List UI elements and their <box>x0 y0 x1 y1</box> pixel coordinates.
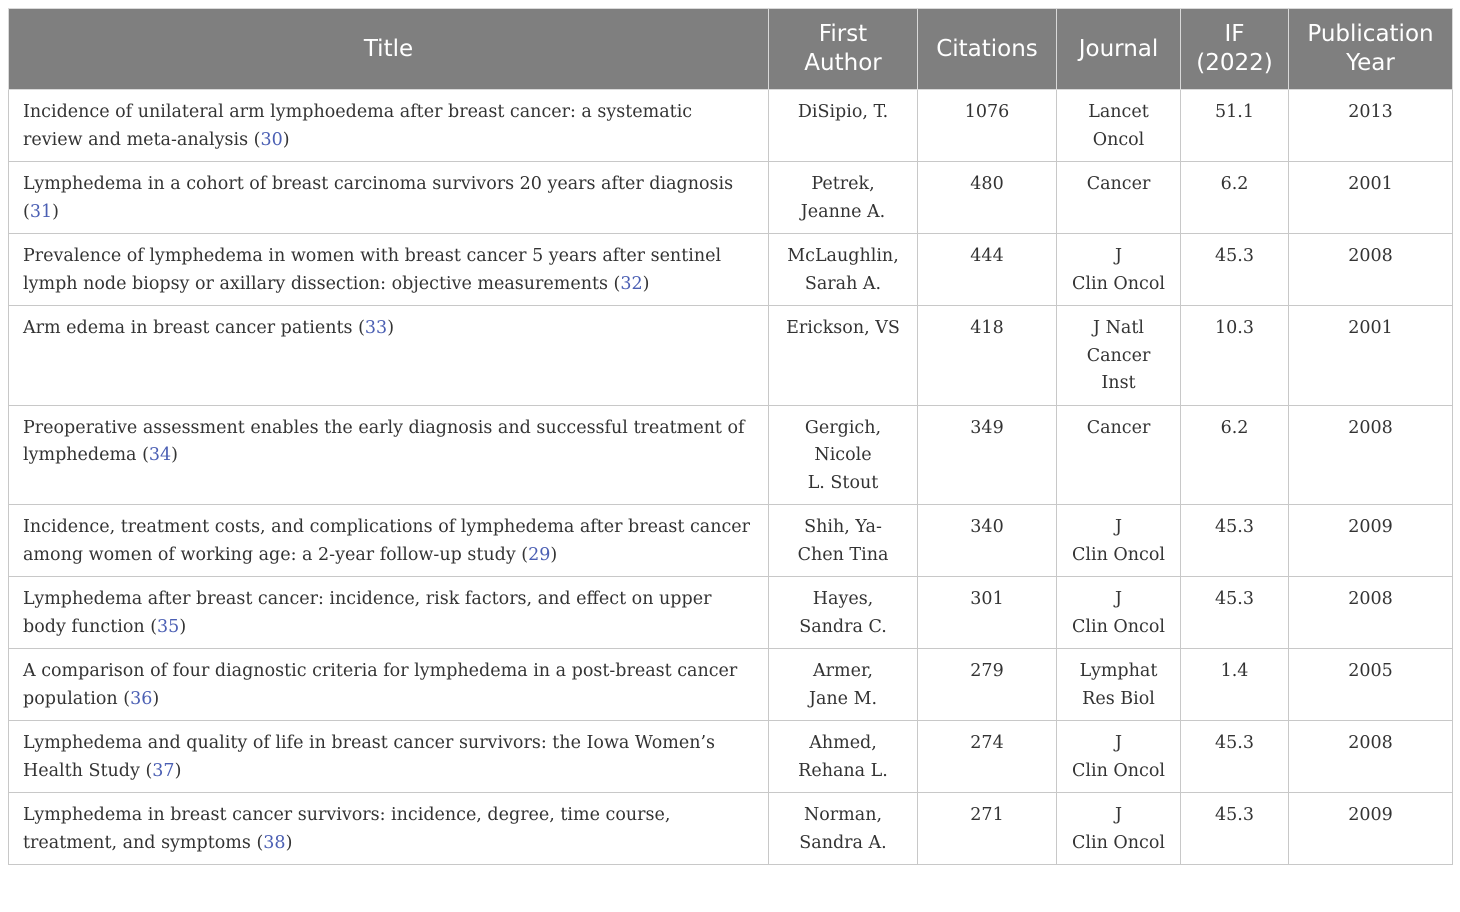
title-cell: Arm edema in breast cancer patients (33) <box>9 306 769 406</box>
author-cell <box>769 405 918 505</box>
impact-factor-cell: 45.3 <box>1181 577 1289 649</box>
table-row <box>9 721 1453 793</box>
journal-line: J <box>1114 246 1122 266</box>
journal-line: Oncol <box>1092 129 1145 150</box>
journal-cell <box>1057 649 1181 721</box>
author-line: Sandra C. <box>799 616 887 637</box>
reference-link[interactable]: 31 <box>29 201 53 222</box>
header-row <box>9 9 1453 90</box>
header-publication-year-line: Publication <box>1307 21 1434 47</box>
reference-link[interactable]: 32 <box>620 273 643 294</box>
reference-link[interactable]: 29 <box>528 544 551 565</box>
author-cell <box>769 577 918 649</box>
citations-cell: 279 <box>918 649 1057 721</box>
journal-line: Lancet <box>1088 102 1149 122</box>
header-impact-factor-line: IF <box>1224 21 1245 47</box>
author-cell <box>769 793 918 865</box>
author-line: Armer, <box>813 661 873 681</box>
table-header <box>9 9 1453 90</box>
journal-line: Clin Oncol <box>1072 616 1165 637</box>
title-cell: Lymphedema in a cohort of breast carcinoma survivors 20 years after diagnosis (31) <box>9 162 769 234</box>
author-cell <box>769 721 918 793</box>
header-first-author-line: Author <box>804 50 882 76</box>
article-title: Arm edema in breast cancer patients <box>23 318 353 338</box>
reference-link[interactable]: 38 <box>263 832 286 853</box>
title-cell: Incidence, treatment costs, and complications of lymphedema after breast cancer among women of working age: a 2-year follow-up study (29) <box>9 505 769 577</box>
impact-factor-cell: 45.3 <box>1181 234 1289 306</box>
citations-cell: 444 <box>918 234 1057 306</box>
citations-cell: 418 <box>918 306 1057 406</box>
title-cell: Lymphedema and quality of life in breast cancer survivors: the Iowa Women’s Health Study (37) <box>9 721 769 793</box>
header-first-author-line: First <box>818 21 868 47</box>
journal-line: J <box>1114 733 1122 753</box>
citations-cell: 340 <box>918 505 1057 577</box>
reference-link[interactable]: 35 <box>157 616 180 637</box>
journal-line: Cancer <box>1086 417 1151 438</box>
impact-factor-cell: 6.2 <box>1181 405 1289 505</box>
article-title: Prevalence of lymphedema in women with breast cancer 5 years after sentinel lymph node biopsy or axillary dissection: objective measurements <box>23 246 722 294</box>
journal-line: Clin Oncol <box>1072 832 1165 853</box>
year-cell: 2009 <box>1289 793 1453 865</box>
table-row <box>9 793 1453 865</box>
citations-cell: 301 <box>918 577 1057 649</box>
author-line: Shih, Ya- <box>804 517 882 537</box>
article-title: Lymphedema in a cohort of breast carcinoma survivors 20 years after diagnosis <box>23 174 734 194</box>
impact-factor-cell: 10.3 <box>1181 306 1289 406</box>
title-cell: Incidence of unilateral arm lymphoedema after breast cancer: a systematic review and meta-analysis (30) <box>9 90 769 162</box>
title-cell: Lymphedema after breast cancer: incidence, risk factors, and effect on upper body function (35) <box>9 577 769 649</box>
author-line: Jane M. <box>808 688 878 709</box>
year-cell: 2009 <box>1289 505 1453 577</box>
author-cell <box>769 162 918 234</box>
journal-line: Cancer <box>1086 174 1151 194</box>
journal-cell <box>1057 306 1181 406</box>
table-row <box>9 234 1453 306</box>
reference-link[interactable]: 34 <box>148 445 172 465</box>
author-line: Norman, <box>803 805 883 825</box>
journal-line: Clin Oncol <box>1072 544 1165 565</box>
year-cell: 2001 <box>1289 306 1453 406</box>
year-cell: 2008 <box>1289 721 1453 793</box>
header-publication-year <box>1289 9 1453 90</box>
journal-line: Cancer <box>1086 345 1151 366</box>
journal-cell <box>1057 721 1181 793</box>
publications-table <box>8 8 1453 865</box>
author-line: Hayes, <box>812 589 874 609</box>
table-row <box>9 162 1453 234</box>
header-title <box>9 9 769 90</box>
table-row <box>9 306 1453 406</box>
header-first-author <box>769 9 918 90</box>
citations-cell: 271 <box>918 793 1057 865</box>
journal-line: Clin Oncol <box>1072 760 1165 781</box>
header-title-label: Title <box>363 35 414 62</box>
impact-factor-cell: 6.2 <box>1181 162 1289 234</box>
table-row <box>9 505 1453 577</box>
author-line: Ahmed, <box>809 733 877 753</box>
journal-cell <box>1057 90 1181 162</box>
title-cell: Preoperative assessment enables the early diagnosis and successful treatment of lymphedema (34) <box>9 405 769 505</box>
author-line: Sarah A. <box>804 273 882 294</box>
citations-cell: 274 <box>918 721 1057 793</box>
table-body <box>9 90 1453 865</box>
impact-factor-cell: 45.3 <box>1181 721 1289 793</box>
journal-line: J Natl <box>1093 318 1144 338</box>
journal-cell <box>1057 234 1181 306</box>
journal-cell <box>1057 793 1181 865</box>
impact-factor-cell: 51.1 <box>1181 90 1289 162</box>
journal-line: Clin Oncol <box>1072 273 1165 294</box>
article-title: Lymphedema in breast cancer survivors: incidence, degree, time course, treatment, and symptoms <box>23 805 671 853</box>
author-line: Jeanne A. <box>800 201 886 222</box>
author-line: Chen Tina <box>797 544 889 565</box>
article-title: Incidence, treatment costs, and complications of lymphedema after breast cancer among women of working age: a 2-year follow-up study <box>23 517 751 565</box>
header-journal <box>1057 9 1181 90</box>
author-line: McLaughlin, <box>787 246 899 266</box>
table-row <box>9 577 1453 649</box>
year-cell: 2008 <box>1289 577 1453 649</box>
header-impact-factor-line: (2022) <box>1196 50 1273 76</box>
journal-cell <box>1057 505 1181 577</box>
article-title: Lymphedema and quality of life in breast cancer survivors: the Iowa Women’s Health Study <box>23 733 716 781</box>
citations-cell: 349 <box>918 405 1057 505</box>
reference-link[interactable]: 36 <box>130 688 153 709</box>
author-line: Rehana L. <box>798 760 888 781</box>
journal-cell <box>1057 405 1181 505</box>
author-line: Sandra A. <box>799 832 887 853</box>
journal-cell <box>1057 577 1181 649</box>
reference-link[interactable]: 33 <box>364 318 388 338</box>
journal-line: J <box>1114 589 1122 609</box>
citations-cell: 480 <box>918 162 1057 234</box>
header-journal-label: Journal <box>1078 35 1159 62</box>
author-line: Erickson, VS <box>786 318 900 338</box>
impact-factor-cell: 45.3 <box>1181 505 1289 577</box>
header-impact-factor <box>1181 9 1289 90</box>
article-title: A comparison of four diagnostic criteria for lymphedema in a post-breast cancer population <box>23 661 738 709</box>
table-row <box>9 649 1453 721</box>
journal-line: Res Biol <box>1082 688 1155 709</box>
citations-cell: 1076 <box>918 90 1057 162</box>
year-cell: 2001 <box>1289 162 1453 234</box>
author-cell <box>769 306 918 406</box>
year-cell: 2005 <box>1289 649 1453 721</box>
author-line: L. Stout <box>807 472 879 493</box>
author-cell <box>769 649 918 721</box>
impact-factor-cell: 1.4 <box>1181 649 1289 721</box>
title-cell: Lymphedema in breast cancer survivors: incidence, degree, time course, treatment, and symptoms (38) <box>9 793 769 865</box>
author-line: Nicole <box>814 445 872 465</box>
title-cell: Prevalence of lymphedema in women with breast cancer 5 years after sentinel lymph node biopsy or axillary dissection: objective measurements (32) <box>9 234 769 306</box>
journal-line: Lymphat <box>1079 661 1158 681</box>
journal-line: J <box>1114 805 1122 825</box>
article-title: Lymphedema after breast cancer: incidence, risk factors, and effect on upper body function <box>23 589 712 637</box>
header-publication-year-line: Year <box>1346 50 1395 76</box>
author-line: DiSipio, T. <box>797 102 889 122</box>
journal-line: Inst <box>1101 373 1136 393</box>
author-cell <box>769 90 918 162</box>
reference-link[interactable]: 30 <box>260 129 283 150</box>
author-cell <box>769 505 918 577</box>
table-row <box>9 405 1453 505</box>
journal-cell <box>1057 162 1181 234</box>
journal-line: J <box>1114 517 1122 537</box>
header-citations-label: Citations <box>936 35 1038 62</box>
table-row <box>9 90 1453 162</box>
reference-link[interactable]: 37 <box>152 760 175 781</box>
header-citations <box>918 9 1057 90</box>
author-cell <box>769 234 918 306</box>
year-cell: 2013 <box>1289 90 1453 162</box>
year-cell: 2008 <box>1289 405 1453 505</box>
author-line: Gergich, <box>804 417 882 438</box>
article-title: Incidence of unilateral arm lymphoedema after breast cancer: a systematic review and meta-analysis <box>23 102 693 150</box>
title-cell: A comparison of four diagnostic criteria for lymphedema in a post-breast cancer population (36) <box>9 649 769 721</box>
author-line: Petrek, <box>811 174 875 194</box>
year-cell: 2008 <box>1289 234 1453 306</box>
impact-factor-cell: 45.3 <box>1181 793 1289 865</box>
article-title: Preoperative assessment enables the early diagnosis and successful treatment of lymphedema <box>23 417 745 465</box>
